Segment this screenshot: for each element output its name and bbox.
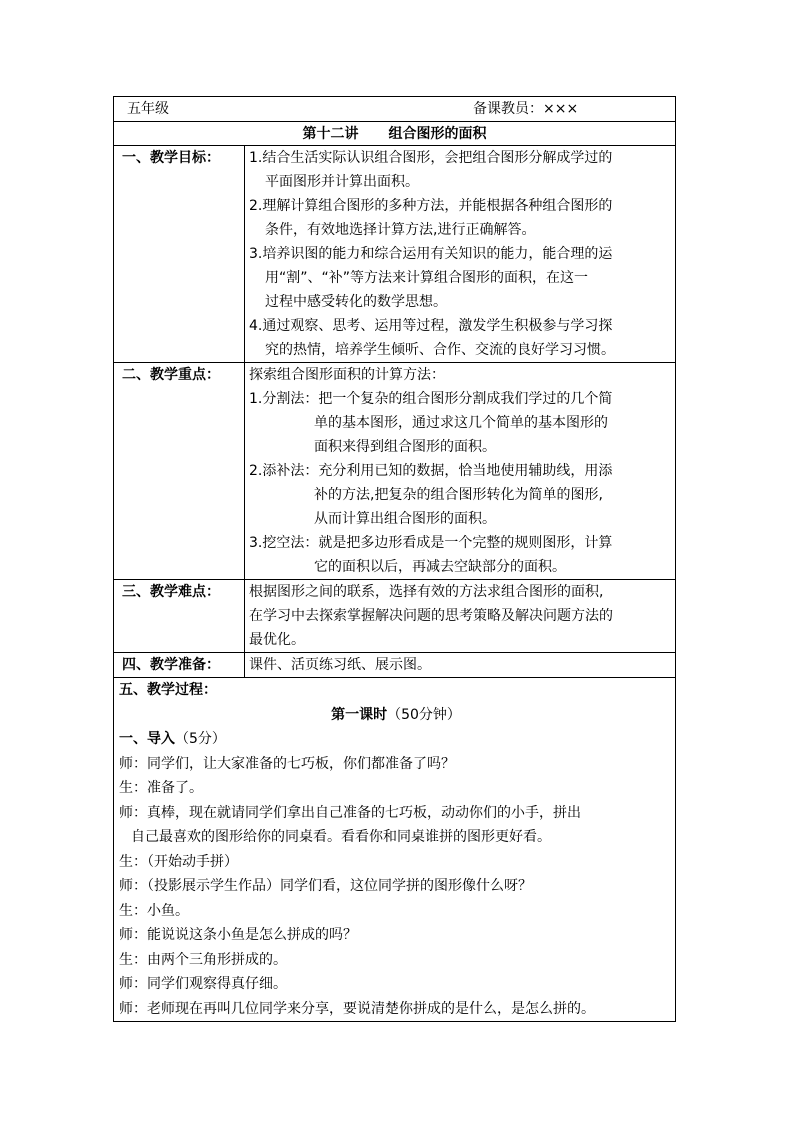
title-row — [114, 121, 675, 145]
lecture-topic: 组合图形的面积 — [388, 126, 487, 142]
goal-line: 2.理解计算组合图形的多种方法，并能根据各种组合图形的 — [249, 198, 613, 214]
key-point-line: 从而计算出组合图形的面积。 — [314, 511, 496, 527]
section-title: 一、导入 — [119, 731, 175, 747]
dialogue-line: 师：（投影展示学生作品）同学们看，这位同学拼的图形像什么呀？ — [119, 878, 532, 894]
goals-label: 一、教学目标： — [114, 146, 245, 362]
section-time: （5分） — [175, 731, 226, 747]
session-title: 第一课时 — [331, 706, 388, 723]
dialogue-line: 生：由两个三角形拼成的。 — [119, 951, 287, 968]
session-heading — [119, 703, 673, 728]
session-duration: （50分钟） — [387, 706, 461, 723]
process-content — [114, 678, 675, 1021]
goals-content — [245, 146, 675, 362]
difficulty-line: 最优化。 — [249, 632, 305, 648]
key-points-row — [114, 362, 675, 579]
preparation-text: 课件、活页练习纸、展示图。 — [249, 657, 431, 673]
goal-line: 用“割”、“补”等方法来计算组合图形的面积，在这一 — [265, 270, 589, 286]
goal-line: 条件，有效地选择计算方法,进行正确解答。 — [265, 222, 536, 238]
goal-line: 4.通过观察、思考、运用等过程，激发学生积极参与学习探 — [249, 318, 613, 334]
dialogue-line: 师：同学们观察得真仔细。 — [119, 976, 287, 992]
dialogue-line: 生：（开始动手拼） — [119, 853, 238, 870]
dialogue-line: 师：同学们，让大家准备的七巧板，你们都准备了吗？ — [119, 755, 455, 772]
dialogue-line: 生：小鱼。 — [119, 902, 189, 919]
dialogue-line: 生：准备了。 — [119, 780, 203, 796]
key-point-line: 探索组合图形面积的计算方法： — [249, 367, 445, 383]
key-point-line: 3.挖空法：就是把多边形看成是一个完整的规则图形，计算 — [249, 535, 613, 551]
preparation-content — [245, 653, 675, 677]
goal-line: 过程中感受转化的数学思想。 — [265, 294, 447, 310]
difficulty-line: 根据图形之间的联系，选择有效的方法求组合图形的面积, — [249, 584, 604, 600]
lecture-number: 第十二讲 — [302, 126, 359, 142]
key-point-line: 它的面积以后，再减去空缺部分的面积。 — [314, 559, 566, 575]
process-label: 五、教学过程： — [119, 682, 217, 698]
goal-line: 究的热情，培养学生倾听、合作、交流的良好学习习惯。 — [265, 342, 615, 358]
dialogue-line: 师：老师现在再叫几位同学来分享，要说清楚你拼成的是什么，是怎么拼的。 — [119, 1000, 595, 1017]
section-heading — [119, 727, 673, 752]
key-point-line: 单的基本图形，通过求这几个简单的基本图形的 — [314, 415, 608, 431]
lesson-plan-table — [113, 96, 676, 1022]
key-point-line: 1.分割法：把一个复杂的组合图形分割成我们学过的几个简 — [249, 391, 613, 407]
difficulties-content — [245, 580, 675, 652]
teacher-label: 备课教员：××× — [473, 101, 579, 117]
dialogue-line: 师：能说说这条小鱼是怎么拼成的吗？ — [119, 927, 357, 943]
goal-line: 3.培养识图的能力和综合运用有关知识的能力，能合理的运 — [249, 246, 613, 262]
goals-row — [114, 145, 675, 362]
difficulties-row — [114, 579, 675, 652]
goal-line: 平面图形并计算出面积。 — [265, 174, 419, 190]
dialogue-line: 师：真棒，现在就请同学们拿出自己准备的七巧板，动动你们的小手，拼出 — [119, 804, 581, 821]
difficulty-line: 在学习中去探索掌握解决问题的思考策略及解决问题方法的 — [249, 608, 613, 624]
key-point-line: 补的方法,把复杂的组合图形转化为简单的图形, — [314, 487, 603, 503]
key-points-content — [245, 363, 675, 579]
header-row — [114, 97, 675, 121]
dialogue-line: 自己最喜欢的图形给你的同桌看。看看你和同桌谁拼的图形更好看。 — [131, 829, 551, 845]
difficulties-label: 三、教学难点： — [114, 580, 245, 652]
preparation-row — [114, 652, 675, 677]
key-points-label: 二、教学重点： — [114, 363, 245, 579]
goal-line: 1.结合生活实际认识组合图形，会把组合图形分解成学过的 — [249, 150, 613, 166]
key-point-line: 2.添补法：充分利用已知的数据，恰当地使用辅助线，用添 — [249, 463, 613, 479]
key-point-line: 面积来得到组合图形的面积。 — [314, 439, 496, 455]
process-row — [114, 677, 675, 1021]
preparation-label: 四、教学准备： — [114, 653, 245, 677]
grade-label: 五年级 — [127, 101, 169, 117]
